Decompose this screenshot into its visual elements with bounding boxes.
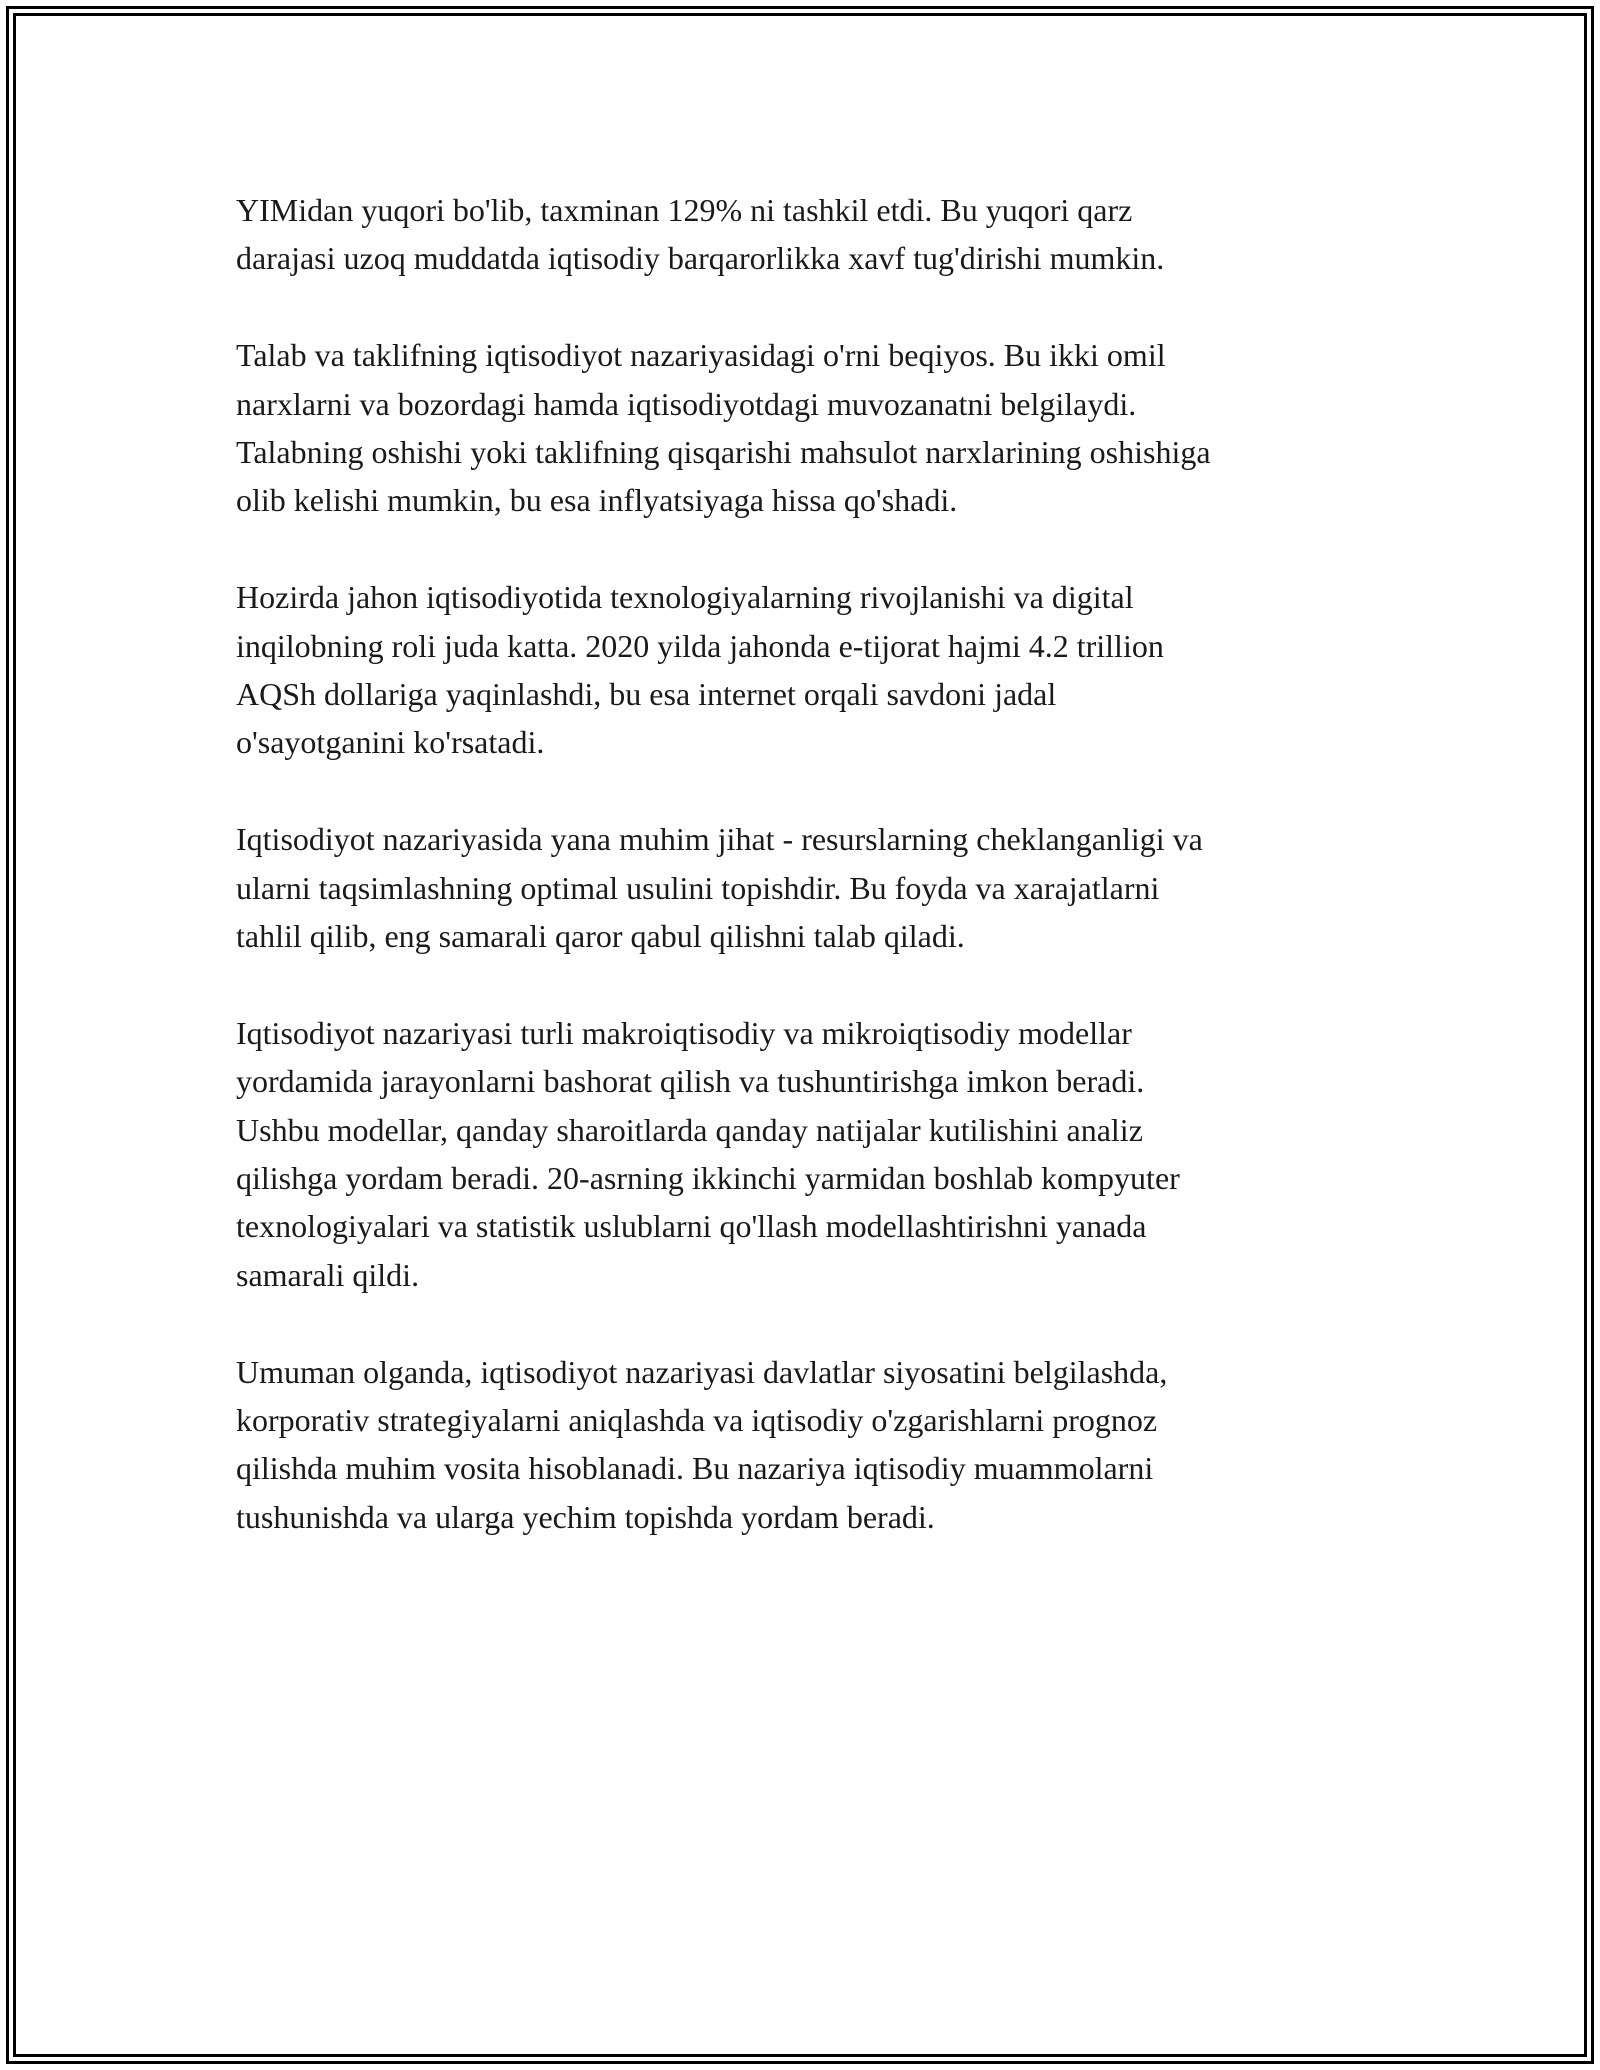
paragraph-conclusion: Umuman olganda, iqtisodiyot nazariyasi davlatlar siyosatini belgilashda, korporativ strategiyalarni aniqlashda va iqtisodiy o'zgarishlarni prognoz qilishda muhim vosita hisoblanadi. Bu nazariya iqtisodiy muammolarni tushunishda va ularga yechim topishda yordam beradi. xyxy=(236,1353,1168,1535)
document-body xyxy=(236,186,1366,1590)
paragraph-supply-demand: Talab va taklifning iqtisodiyot nazariyasidagi o'rni beqiyos. Bu ikki omil narxlarni va bozordagi hamda iqtisodiyotdagi muvozanatni belgilaydi. Talabning oshishi yoki taklifning qisqarishi mahsulot narxlarining oshishiga olib kelishi mumkin, bu esa inflyatsiyaga hissa qo'shadi. xyxy=(236,337,1211,519)
paragraph-debt-level: YIMidan yuqori bo'lib, taxminan 129% ni tashkil etdi. Bu yuqori qarz darajasi uzoq muddatda iqtisodiy barqarorlikka xavf tug'dirishi mumkin. xyxy=(236,192,1165,277)
paragraph-digital-economy: Hozirda jahon iqtisodiyotida texnologiyalarning rivojlanishi va digital inqilobning roli juda katta. 2020 yilda jahonda e-tijorat hajmi 4.2 trillion AQSh dollariga yaqinlashdi, bu esa internet orqali savdoni jadal o'sayotganini ko'rsatadi. xyxy=(236,579,1164,761)
paragraph-economic-models: Iqtisodiyot nazariyasi turli makroiqtisodiy va mikroiqtisodiy modellar yordamida jarayonlarni bashorat qilish va tushuntirishga imkon beradi. Ushbu modellar, qanday sharoitlarda qanday natijalar kutilishini analiz qilishga yordam beradi. 20-asrning ikkinchi yarmidan boshlab kompyuter texnologiyalari va statistik uslublarni qo'llash modellashtirishni yanada samarali qildi. xyxy=(236,1014,1180,1293)
paragraph-resource-allocation: Iqtisodiyot nazariyasida yana muhim jihat - resurslarning cheklanganligi va ularni taqsimlashning optimal usulini topishdir. Bu foyda va xarajatlarni tahlil qilib, eng samarali qaror qabul qilishni talab qiladi. xyxy=(236,821,1203,955)
